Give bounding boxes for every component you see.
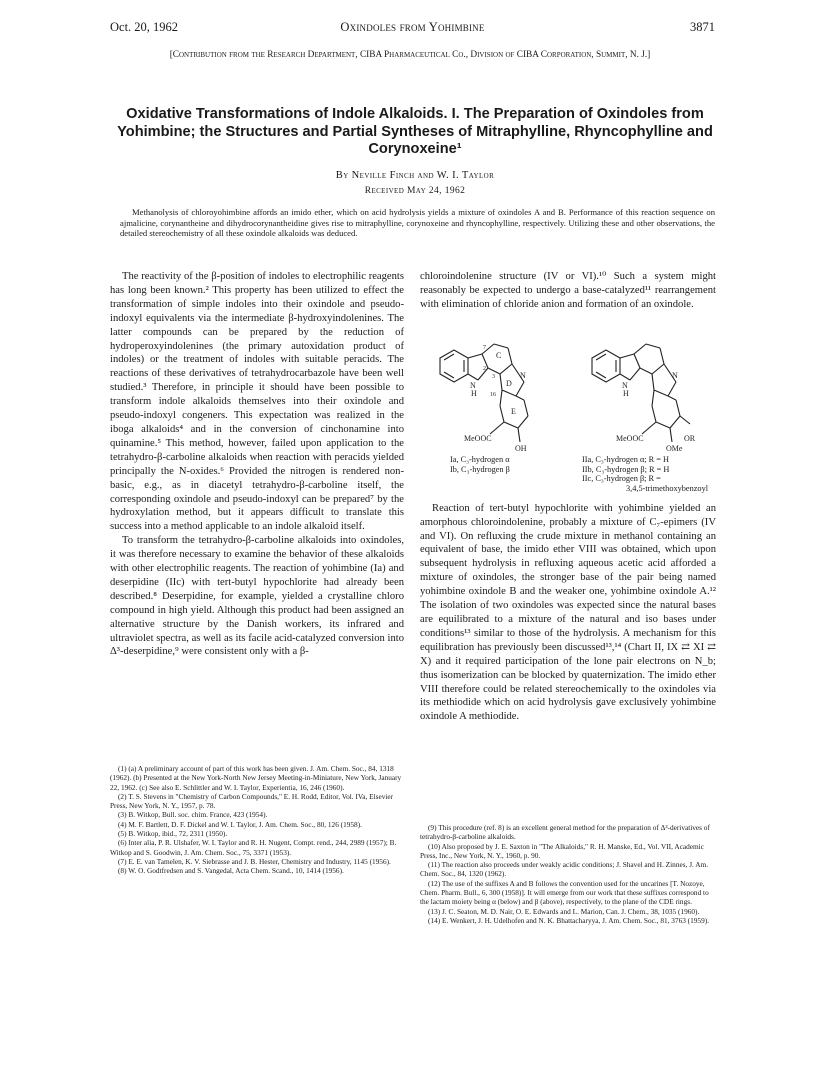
header-page-number: 3871 — [690, 20, 715, 34]
nh-h-label: H — [623, 389, 629, 398]
abstract: Methanolysis of chloroyohimbine affords an imido ether, which on acid hydrolysis yields a mixture of oxindoles A and B. Performance of this reaction sequence on ajmalicine, corynantheine and dihydrocorynantheidine gives rise to mitraphylline, corynoxeine and rhyncophylline, respectively. Utilizing these and other observations, the detailed stereochemistry of all these oxindole alkaloids was deduced. — [120, 207, 715, 239]
structure-ii-caption — [582, 455, 708, 493]
footnote: (1) (a) A preliminary account of part of this work has been given. J. Am. Chem. Soc., 84, 1318 (1962). (b) Presented at the New York-North New Jersey Meeting-in-Miniature, New York, January 22, 1962. (c) See also E. Schlittler and W. I. Taylor, Experientia, 16, 246 (1960). — [110, 764, 402, 792]
paragraph: To transform the tetrahydro-β-carboline alkaloids into oxindoles, it was therefore necessary to examine the behavior of these alkaloids with other electrophilic reagents. The reaction of yohimbine (Ia) and deserpidine (IIc) with tert-butyl hypochlorite had already been described.⁸ Deserpidine, for example, yielded a crystalline chloro compound in high yield. Although this product had been assigned an alternative structure by the Danish workers, its infrared and ultraviolet spectra, as well as its facile acid-catalyzed conversion into Δ³-deserpidine,⁹ were consistent only with a β- — [110, 535, 404, 658]
footnote: (12) The use of the suffixes A and B follows the convention used for the uncarines [T. Nozoye, Chem. Pharm. Bull., 6, 300 (1958)]. It will emerge from our work that these suffixes correspond to the lactam moiety being α (below) and β (above), respectively, to the plane of the CDE rings. — [420, 878, 709, 907]
footnote: (7) E. E. van Tamelen, K. V. Siebrasse and J. B. Hester, Chemistry and Industry, 1145 (1956). — [118, 856, 391, 866]
atom-label-2: 2 — [483, 366, 486, 372]
footnotes-right — [420, 823, 716, 925]
nb-label: N — [672, 371, 678, 380]
contribution-note: [Contribution from the Research Department, CIBA Pharmaceutical Co., Division of CIBA Corporation, Summit, N. J.] — [169, 50, 651, 60]
received-date: Received May 24, 1962 — [364, 186, 466, 196]
caption-line: Ib, C₃-hydrogen β — [450, 464, 510, 474]
ring-label-d: D — [506, 379, 512, 388]
header-running-title: Oxindoles from Yohimbine — [340, 20, 485, 34]
left-column — [110, 270, 404, 659]
footnote: (3) B. Witkop, Bull. soc. chim. France, 423 (1954). — [118, 810, 268, 820]
caption-line: IIa, C₃-hydrogen α; R = H — [582, 455, 670, 464]
paragraph: chloroindolenine structure (IV or VI).¹⁰ Such a system might reasonably be expected to undergo a base-catalyzed¹¹ rearrangement with elimination of chloride anion and formation of an oxindole. — [420, 271, 716, 310]
footnote: (5) B. Witkop, ibid., 72, 2311 (1950). — [118, 829, 228, 839]
running-header — [110, 20, 715, 36]
footnote: (6) Inter alia, P. R. Ulshafer, W. I. Taylor and R. H. Nugent, Compt. rend., 244, 2989 (1957); B. Witkop and S. Goodwin, J. Am. Chem. Soc., 75, 3371 (1953). — [110, 838, 397, 857]
structure-ia-drawing — [440, 344, 528, 442]
paragraph: The reactivity of the β-position of indoles to electrophilic reagents has long been known.² This property has been utilized to effect the transformation of simple indoles into their oxindole and pseudo-indoxyl equivalents via the intermediate β-hydroxyindolenines. The latter compounds can be prepared by the reduction of hydroperoxyindolenines (the primary autoxidation product of indoles) or the treatment of indoles with suitable peracids. The reactions of these derivatives of tetrahydrocarbazole have been well studied.³ Therefore, in principle it should have been possible to transform indole alkaloids themselves into their oxindole and pseudo-indoxyl congeners. This expectation was realized in the iboga alkaloids⁴ and in the conversion of cinchonamine into quinamine.⁵ This method, however, failed upon application to the tetrahydro-β-carboline alkaloids when reaction with peracids yielded principally the N-oxides.⁶ Provided the nitrogen is rendered non-basic, e.g., as in diacetyl tetrahydro-β-carboline itself, the corresponding oxindole and pseudo-indoxyl can be prepared⁷ by the hydroxylation method, but it appears difficult to translate this success into a method applicable to an indole alkaloid itself. — [110, 271, 404, 533]
atom-label-16: 16 — [490, 392, 496, 398]
paragraph: Reaction of tert-butyl hypochlorite with yohimbine yielded an amorphous chloroindolenine, probably a mixture of C₇-epimers (IV and VI). On refluxing the crude mixture in methanol containing an equivalent of base, the imido ether VIII was obtained, which upon subsequent hydrolysis in refluxing aqueous acetic acid afforded a mixture of oxindoles, the stronger base of the pair being named yohimbine oxindole B and the weaker one, yohimbine oxindole A.¹² The isolation of two oxindoles was expected since the natural bases are equilibrated to a mixture of the natural and iso bases under conditions¹³ similar to those of the hydrolysis. A mechanism for this equilibration has previously been discussed¹³,¹⁴ (Chart II, IX ⇄ XI ⇄ X) and it required participation of the lone pair electrons on N_b; thus isomerization can be blocked by quaternization. The imido ether VIII therefore could be related stereochemically to the oxindoles via its methiodide which on acid hydrolysis gave exclusively yohimbine oxindole A methiodide. — [420, 502, 716, 723]
structure-ii-drawing — [592, 344, 690, 442]
caption-line: IIc, C₃-hydrogen β; R = — [582, 474, 661, 484]
ome-label: OMe — [666, 444, 683, 453]
footnote: (11) The reaction also proceeds under weakly acidic conditions; J. Shavel and H. Zinnes, J. Am. Chem. Soc., 84, 1320 (1962). — [420, 860, 709, 879]
structure-ii-labels — [616, 371, 696, 453]
nh-label: N — [470, 381, 476, 390]
byline: By Neville Finch and W. I. Taylor — [335, 170, 495, 181]
ester-label: MeOOC — [464, 434, 492, 443]
footnote: (10) Also proposed by J. E. Saxton in "The Alkaloids," R. H. Manske, Ed., Vol. VII, Academic Press, Inc., New York, N. Y., 1960, p. 90. — [420, 841, 704, 860]
atom-label-7: 7 — [483, 345, 486, 351]
footnote: (8) W. O. Godtfredsen and S. Vangedal, Acta Chem. Scand., 10, 1414 (1956). — [118, 866, 344, 876]
ring-label-c: C — [496, 351, 502, 360]
nb-label: N — [520, 371, 526, 380]
structure-ia-labels — [464, 345, 527, 453]
or-label: OR — [684, 434, 696, 443]
caption-line: 3,4,5-trimethoxybenzoyl — [626, 483, 709, 493]
footnote: (14) E. Wenkert, J. H. Udelhofen and N. K. Bhattacharyya, J. Am. Chem. Soc., 81, 3763 (1959). — [428, 915, 709, 925]
footnote: (2) T. S. Stevens in "Chemistry of Carbon Compounds," E. H. Rodd, Editor, Vol. IVa, Elsevier Press, New York, N. Y., 1957, p. 78. — [110, 791, 394, 811]
footnote: (13) J. C. Seaton, M. D. Nair, O. E. Edwards and L. Marion, Can. J. Chem., 38, 1035 (1960). — [428, 906, 700, 916]
nh-h-label: H — [471, 389, 477, 398]
ester-label: MeOOC — [616, 434, 644, 443]
caption-line: Ia, C₃-hydrogen α — [450, 455, 510, 464]
atom-label-3: 3 — [492, 374, 495, 380]
hydroxyl-label: OH — [515, 444, 527, 453]
ring-label-e: E — [511, 407, 516, 416]
header-date: Oct. 20, 1962 — [110, 20, 179, 34]
caption-line: IIb, C₃-hydrogen β; R = H — [582, 464, 670, 474]
footnote: (4) M. F. Bartlett, D. F. Dickel and W. I. Taylor, J. Am. Chem. Soc., 80, 126 (1958). — [118, 819, 362, 829]
footnote: (9) This procedure (ref. 8) is an excellent general method for the preparation of Δ³-derivatives of tetrahydro-β-carboline alkaloids. — [420, 823, 710, 842]
footnotes-left — [110, 764, 404, 876]
article-title: Oxidative Transformations of Indole Alkaloids. I. The Preparation of Oxindoles from Yohimbine; the Structures and Partial Syntheses of Mitraphylline, Rhyncophylline and Corynoxeine¹ — [117, 106, 713, 157]
structure-i-caption — [450, 455, 510, 474]
nh-label: N — [622, 381, 628, 390]
